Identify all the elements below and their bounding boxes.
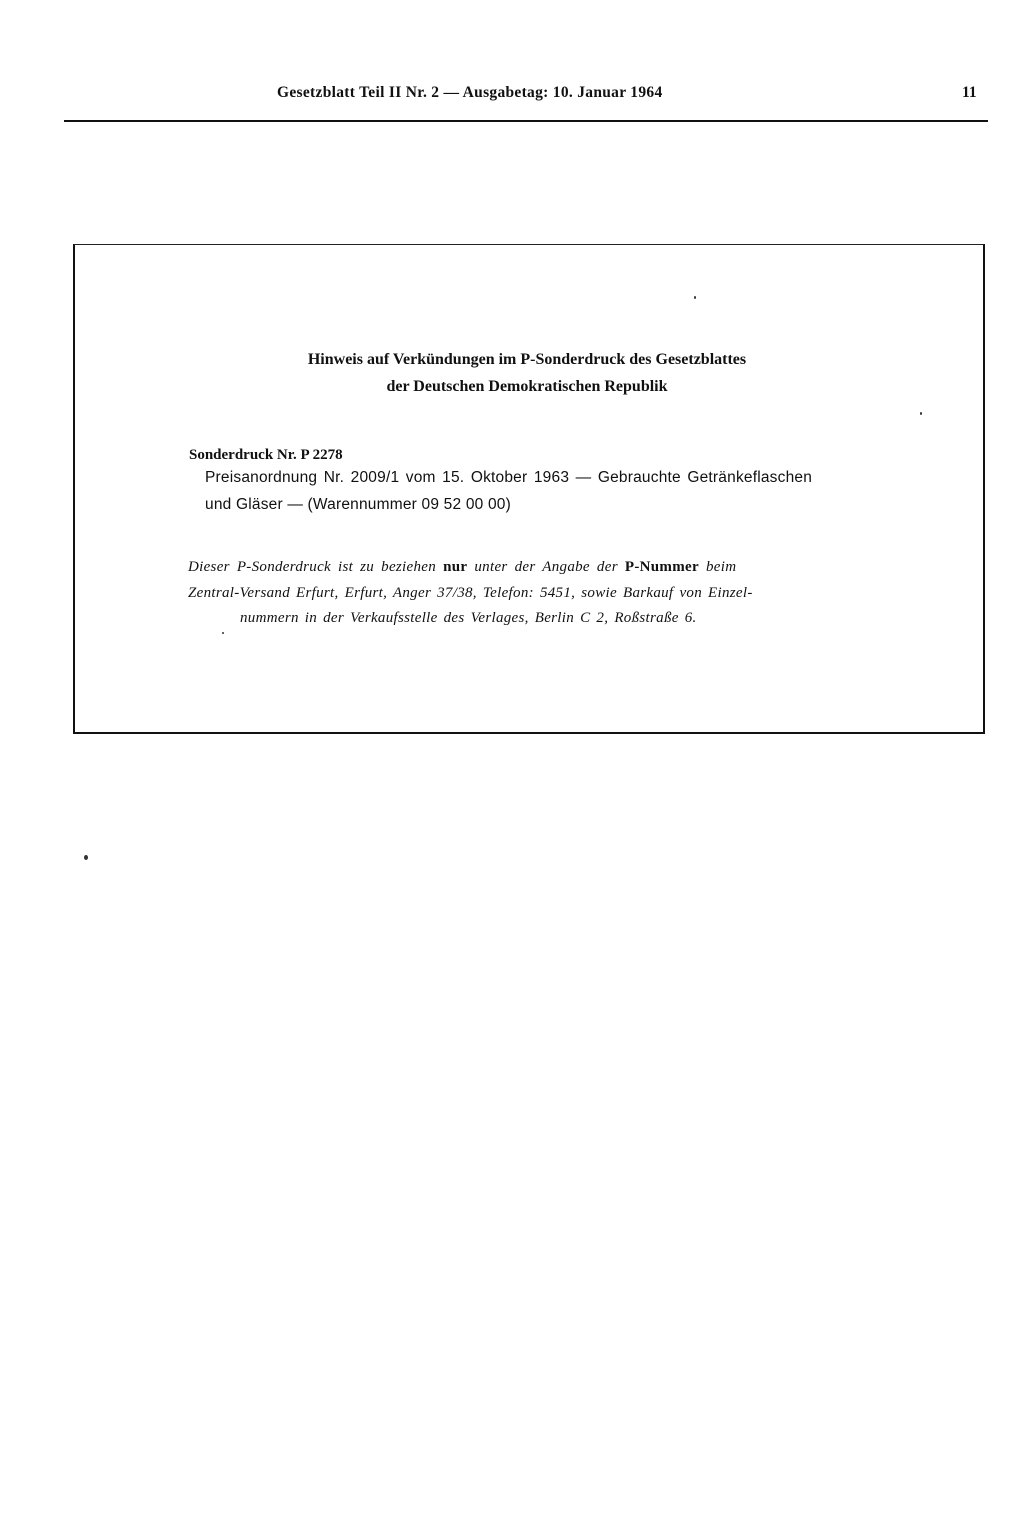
scan-speck (694, 296, 696, 299)
ordering-line-1 (188, 559, 736, 576)
page-number: 11 (962, 84, 977, 101)
ordering-line-3: nummern in der Verkaufsstelle des Verlages, Berlin C 2, Roßstraße 6. (240, 610, 697, 626)
scan-speck (920, 412, 922, 415)
ordering-emphasis-nur: nur (443, 559, 468, 575)
notice-title-line-1: Hinweis auf Verkündungen im P-Sonderdruck des Gesetzblattes (307, 351, 747, 368)
entry-heading: Sonderdruck Nr. P 2278 (189, 447, 343, 463)
ordering-line-2: Zentral-Versand Erfurt, Erfurt, Anger 37/38, Telefon: 5451, sowie Barkauf von Einzel- (188, 585, 753, 601)
ordering-text-a: Dieser P-Sonderdruck ist zu beziehen (188, 559, 444, 575)
notice-title-line-2: der Deutschen Demokratischen Republik (386, 378, 668, 395)
scan-speck (222, 632, 224, 634)
scan-speck (84, 855, 88, 860)
ordering-text-e: beim (698, 559, 737, 575)
header-rule (64, 120, 988, 122)
ordering-emphasis-p-nummer: P-Nummer (624, 559, 699, 575)
entry-text-line-1: Preisanordnung Nr. 2009/1 vom 15. Oktober 1963 — Gebrauchte Getränkeflaschen (205, 469, 813, 486)
entry-text-line-2: und Gläser — (Warennummer 09 52 00 00) (205, 496, 511, 513)
ordering-text-c: unter der Angabe der (467, 559, 625, 575)
running-head: Gesetzblatt Teil II Nr. 2 — Ausgabetag: 10. Januar 1964 (277, 84, 663, 101)
notice-box (73, 244, 985, 734)
